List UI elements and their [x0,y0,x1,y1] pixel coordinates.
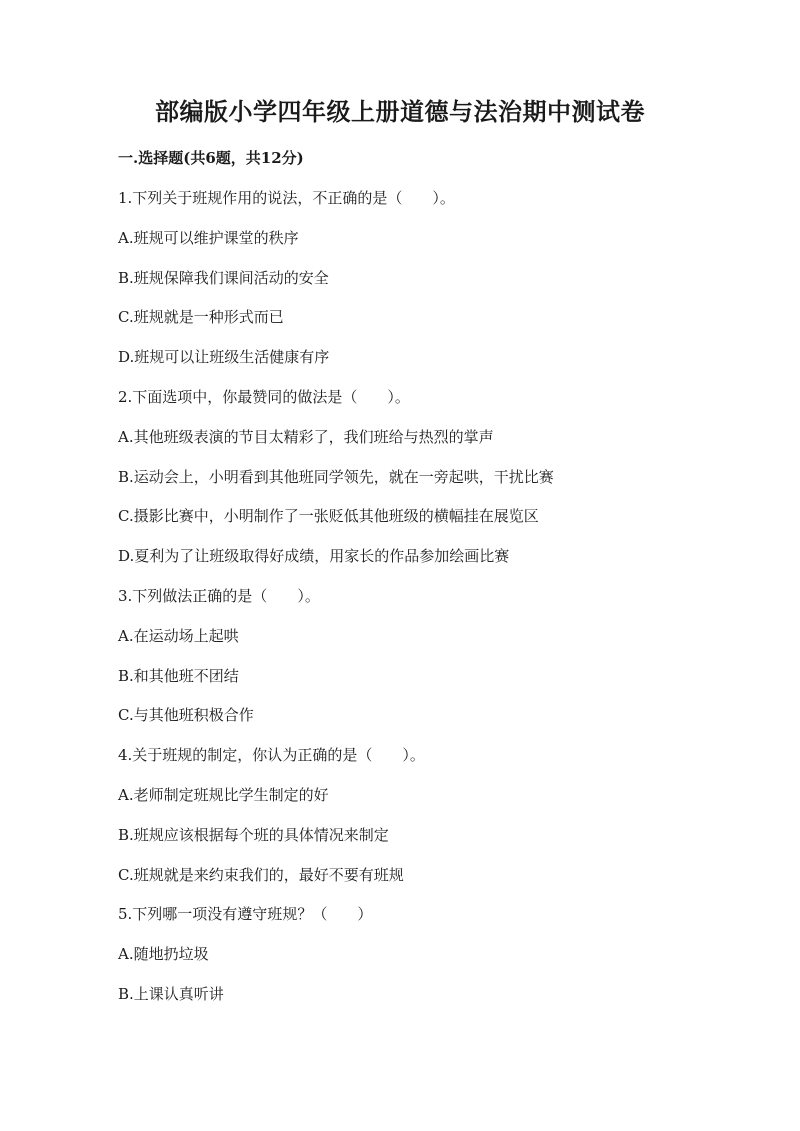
question-1-option-b: B.班规保障我们课间活动的安全 [118,268,329,287]
question-5-option-a: A.随地扔垃圾 [118,945,209,964]
question-4-option-a: A.老师制定班规比学生制定的好 [118,785,329,804]
question-2-option-c: C.摄影比赛中，小明制作了一张贬低其他班级的横幅挂在展览区 [118,507,539,526]
question-1-stem: 1.下列关于班规作用的说法，不正确的是（ ）。 [118,189,455,207]
question-3-option-c: C.与其他班积极合作 [118,706,254,725]
question-3-option-b: B.和其他班不团结 [118,666,239,685]
question-1-option-c: C.班规就是一种形式而已 [118,308,284,327]
question-list [118,186,718,1022]
section-heading: 一.选择题(共6题，共12分) [118,149,304,167]
question-4-stem: 4.关于班规的制定，你认为正确的是（ ）。 [118,746,425,765]
question-2-option-d: D.夏利为了让班级取得好成绩，用家长的作品参加绘画比赛 [118,547,510,566]
question-4-option-c: C.班规就是来约束我们的，最好不要有班规 [118,865,404,884]
question-2-option-b: B.运动会上，小明看到其他班同学领先，就在一旁起哄，干扰比赛 [118,467,554,486]
question-1-option-d: D.班规可以让班级生活健康有序 [118,348,330,367]
question-4-option-b: B.班规应该根据每个班的具体情况来制定 [118,825,389,844]
question-5-stem: 5.下列哪一项没有遵守班规？（ ） [118,905,373,924]
question-5-option-b: B.上课认真听讲 [118,984,224,1003]
page-title: 部编版小学四年级上册道德与法治期中测试卷 [155,97,645,126]
question-3-option-a: A.在运动场上起哄 [118,626,239,645]
question-2-stem: 2.下面选项中，你最赞同的做法是（ ）。 [118,387,410,406]
question-3-stem: 3.下列做法正确的是（ ）。 [118,586,320,605]
question-1-option-a: A.班规可以维护课堂的秩序 [118,228,299,247]
question-2-option-a: A.其他班级表演的节目太精彩了，我们班给与热烈的掌声 [118,427,494,446]
